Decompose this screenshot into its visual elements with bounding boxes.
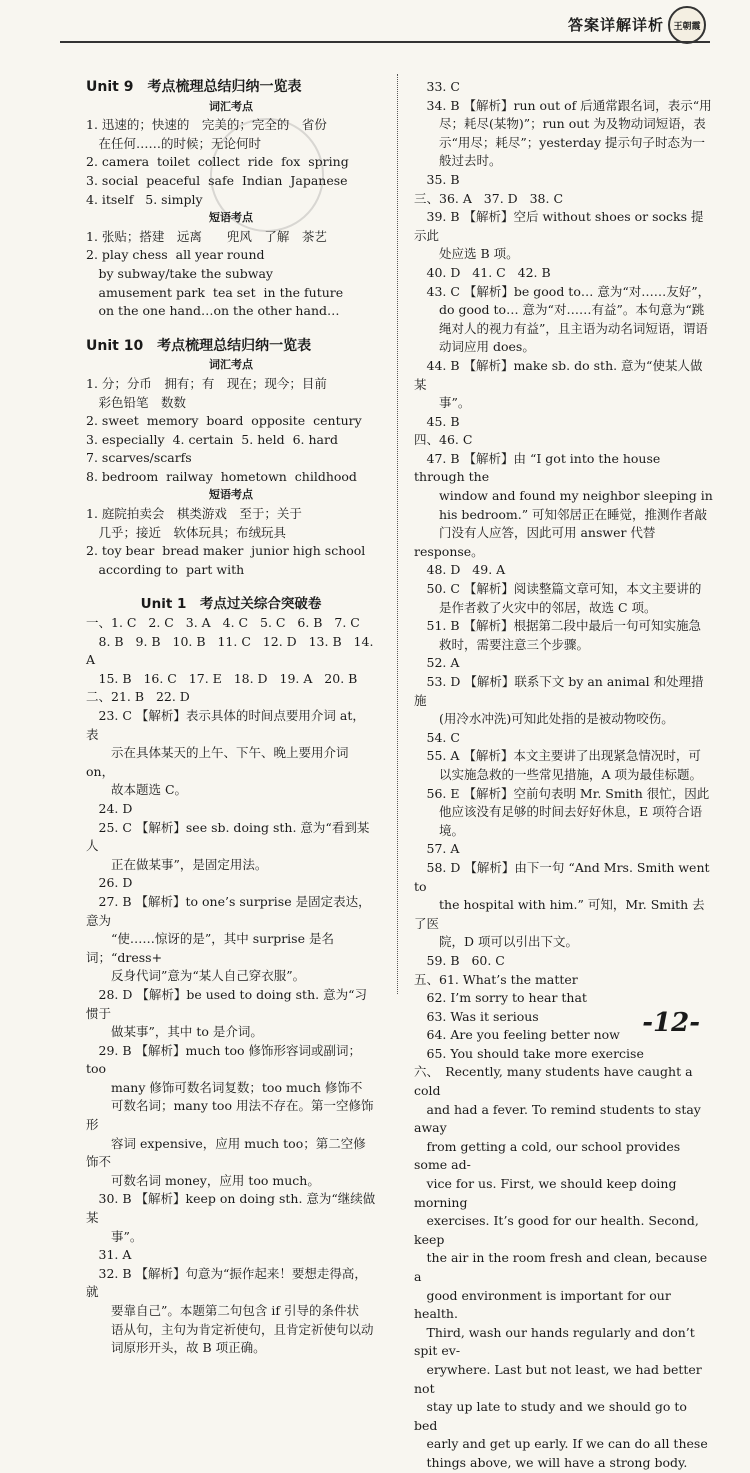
text-line: good environment is important for our health. — [414, 1287, 675, 1322]
text-line: 33. C — [414, 79, 460, 94]
text-line: 44. B 【解析】make sb. do sth. 意为“使某人做某 — [414, 357, 703, 392]
text-line: 境。 — [414, 822, 465, 838]
unit1-right-answers — [414, 78, 714, 1473]
text-line: 般过去时。 — [414, 153, 502, 169]
text-line: 23. C 【解析】表示具体的时间点要用介词 at，表 — [86, 708, 365, 742]
text-line: 8. bedroom railway hometown childhood — [86, 468, 357, 484]
text-line: 24. D — [86, 800, 133, 816]
text-line: 15. B 16. C 17. E 18. D 19. A 20. B — [86, 670, 358, 686]
text-line: 3. social peaceful safe Indian Japanese — [86, 172, 348, 188]
text-line: 54. C — [414, 729, 460, 745]
text-line: 绳对人的视力有益”，且主语为动名词短语，谓语 — [414, 320, 708, 336]
text-line: 二、21. B 22. D — [86, 689, 190, 705]
text-line: 要靠自己”。本题第二句包含 if 引导的条件状 — [86, 1303, 359, 1318]
text-line: 事”。 — [86, 1228, 143, 1244]
text-line: 1. 分；分币 拥有；有 现在；现今；目前 — [86, 375, 327, 391]
text-line: 四、46. C — [414, 432, 473, 448]
text-line: 62. I’m sorry to hear that — [414, 990, 587, 1006]
text-line: 动词应用 does。 — [414, 339, 535, 355]
text-line: 26. D — [86, 875, 133, 891]
text-line: 处应选 B 项。 — [414, 246, 519, 262]
text-line: 他应该没有足够的时间去好好休息，E 项符合语 — [414, 804, 703, 820]
unit10-vocab-list — [86, 375, 376, 487]
unit9-phrase-label: 短语考点 — [209, 211, 253, 225]
spacer — [86, 579, 376, 595]
text-line: 在任何……的时候；无论何时 — [86, 135, 262, 151]
text-line: 是作者救了火灾中的邻居，故选 C 项。 — [414, 599, 657, 615]
text-line: 25. C 【解析】see sb. doing sth. 意为“看到某人 — [86, 819, 370, 854]
text-line: 故本题选 C。 — [86, 782, 188, 798]
unit10-phrase-list — [86, 505, 376, 579]
page-header — [0, 0, 750, 44]
text-line: 2. play chess all year round — [86, 247, 265, 263]
text-line: 27. B 【解析】to one’s surprise 是固定表达，意为 — [86, 893, 371, 928]
text-line: 4. itself 5. simply — [86, 191, 203, 207]
text-line: 32. B 【解析】句意为“振作起来！要想走得高，就 — [86, 1265, 367, 1300]
unit9-vocab-label: 词汇考点 — [209, 99, 253, 113]
text-line: 容词 expensive，应用 much too；第二空修饰不 — [86, 1135, 366, 1170]
text-line: “使……惊讶的是”，其中 surprise 是名词；“dress+ — [86, 931, 334, 965]
text-line: (用冷水冲洗)可知此处指的是被动物咬伤。 — [414, 711, 674, 727]
text-line: window and found my neighbor sleeping in — [414, 488, 713, 504]
text-line: exercises. It’s good for our health. Second, keep — [414, 1213, 703, 1247]
text-line: 50. C 【解析】阅读整篇文章可知，本文主要讲的 — [414, 581, 702, 597]
text-line: 1. 张贴；搭建 远离 兜风 了解 茶艺 — [86, 228, 327, 244]
text-line: 2. camera toilet collect ride fox spring — [86, 154, 349, 170]
text-line: from getting a cold, our school provides some ad- — [414, 1138, 685, 1173]
text-line: 28. D 【解析】be used to doing sth. 意为“习惯于 — [86, 986, 367, 1021]
header-rule — [60, 41, 710, 43]
text-line: 救时，需要注意三个步骤。 — [414, 636, 590, 652]
page-number: -12- — [642, 1008, 700, 1038]
text-line: 53. D 【解析】联系下文 by an animal 和处理措施 — [414, 674, 704, 708]
text-line: 语从句，主句为肯定祈使句，且肯定祈使句以动 — [86, 1321, 374, 1337]
text-line: 2. sweet memory board opposite century — [86, 413, 362, 429]
text-line: 五、61. What’s the matter — [414, 971, 578, 987]
text-line: 35. B — [414, 171, 460, 187]
unit10-phrase-label: 短语考点 — [209, 488, 253, 502]
text-line: 8. B 9. B 10. B 11. C 12. D 13. B 14. A — [86, 633, 378, 668]
text-line: 59. B 60. C — [414, 952, 505, 968]
text-line: 2. toy bear bread maker junior high school — [86, 543, 366, 559]
text-line: 63. Was it serious — [414, 1008, 539, 1024]
text-line: by subway/take the subway — [86, 265, 273, 281]
text-line: 几乎；接近 软体玩具；布绒玩具 — [86, 524, 287, 540]
unit1-title: Unit 1 考点过关综合突破卷 — [140, 596, 322, 613]
text-line: 55. A 【解析】本文主要讲了出现紧急情况时，可 — [414, 748, 701, 764]
text-line: 示在具体某天的上午、下午、晚上要用介词 on， — [86, 745, 353, 779]
text-line: things above, we will have a strong body. — [414, 1454, 688, 1470]
text-line: 39. B 【解析】空后 without shoes or socks 提示此 — [414, 209, 704, 243]
text-line: many 修饰可数名词复数；too much 修饰不 — [86, 1079, 363, 1095]
text-line: 反身代词”意为“某人自己穿衣服”。 — [86, 968, 306, 984]
text-line: 48. D 49. A — [414, 562, 506, 578]
text-line: 三、36. A 37. D 38. C — [414, 190, 564, 206]
text-line: 事”。 — [414, 395, 471, 411]
logo-text: 王朝霞 — [673, 21, 701, 32]
text-line: 29. B 【解析】much too 修饰形容词或副词；too — [86, 1042, 361, 1077]
text-line: 40. D 41. C 42. B — [414, 264, 551, 280]
text-line: erywhere. Last but not least, we had better not — [414, 1361, 706, 1396]
text-line: 尽；耗尽(某物)”；run out 为及物动词短语，表 — [414, 116, 706, 132]
text-line: 52. A — [414, 655, 460, 671]
spacer — [86, 321, 376, 337]
unit10-title: Unit 10 考点梳理总结归纳一览表 — [86, 337, 312, 354]
header-title: 答案详解详析 — [567, 16, 664, 34]
text-line: his bedroom.” 可知邻居正在睡觉，推测作者敲 — [414, 506, 708, 522]
text-line: 一、1. C 2. C 3. A 4. C 5. C 6. B 7. C — [86, 615, 360, 631]
text-line: the hospital with him.” 可知，Mr. Smith 去了医 — [414, 897, 705, 931]
text-line: 56. E 【解析】空前句表明 Mr. Smith 很忙，因此 — [414, 785, 710, 801]
text-line: Third, wash our hands regularly and don’t spit ev- — [414, 1324, 699, 1359]
unit9-title: Unit 9 考点梳理总结归纳一览表 — [86, 79, 302, 95]
text-line: stay up late to study and we should go to bed — [414, 1399, 691, 1433]
text-line: according to part with — [86, 561, 245, 577]
text-line: 3. especially 4. certain 5. held 6. hard — [86, 431, 338, 447]
text-line: 45. B — [414, 413, 460, 429]
text-line: 1. 迅速的；快速的 完美的；完全的 省份 — [86, 117, 327, 133]
text-line: 做某事”，其中 to 是介词。 — [86, 1024, 263, 1040]
text-line: 以实施急救的一些常见措施，A 项为最佳标题。 — [414, 766, 703, 782]
text-line: vice for us. First, we should keep doing morning — [414, 1176, 681, 1210]
text-line: 30. B 【解析】keep on doing sth. 意为“继续做某 — [86, 1191, 376, 1226]
text-line: 65. You should take more exercise — [414, 1045, 644, 1061]
text-line: 34. B 【解析】run out of 后通常跟名词，表示“用 — [414, 97, 712, 113]
text-line: 57. A — [414, 841, 460, 857]
text-line: 可数名词 money，应用 too much。 — [86, 1172, 320, 1188]
unit1-left-answers — [86, 614, 376, 1358]
text-line: 7. scarves/scarfs — [86, 450, 192, 466]
unit9-phrase-list — [86, 228, 376, 321]
text-line: do good to… 意为“对……有益”。本句意为“跳 — [414, 302, 705, 318]
text-line: 可数名词；many too 用法不存在。第一空修饰形 — [86, 1098, 374, 1133]
text-line: amusement park tea set in the future — [86, 284, 344, 300]
text-line: 门没有人应答，因此可用 answer 代替 response。 — [414, 525, 660, 559]
unit10-vocab-label: 词汇考点 — [209, 358, 253, 372]
right-column — [414, 78, 714, 1473]
text-line: 64. Are you feeling better now — [414, 1027, 620, 1043]
text-line: 正在做某事”，是固定用法。 — [86, 856, 268, 872]
text-line: 47. B 【解析】由 “I got into the house through the — [414, 450, 665, 485]
unit9-vocab-list — [86, 116, 376, 209]
text-line: 43. C 【解析】be good to… 意为“对……友好”， — [414, 283, 711, 299]
text-line: 51. B 【解析】根据第二段中最后一句可知实施急 — [414, 618, 702, 634]
text-line: 词原形开头，故 B 项正确。 — [86, 1340, 266, 1356]
text-line: and had a fever. To remind students to stay away — [414, 1101, 705, 1136]
text-line: 六、 Recently, many students have caught a cold — [414, 1064, 697, 1099]
text-line: the air in the room fresh and clean, because a — [414, 1250, 712, 1284]
publisher-logo-icon — [668, 6, 706, 44]
text-line: early and get up early. If we can do all these — [414, 1436, 708, 1452]
left-column — [86, 78, 376, 1358]
text-line: 58. D 【解析】由下一句 “And Mrs. Smith went to — [414, 859, 714, 894]
text-line: 31. A — [86, 1247, 132, 1263]
text-line: 院，D 项可以引出下文。 — [414, 934, 578, 950]
text-line: 彩色铅笔 数数 — [86, 394, 187, 410]
text-line: 1. 庭院拍卖会 棋类游戏 至于；关于 — [86, 506, 302, 522]
text-line: 示“用尽；耗尽”；yesterday 提示句子时态为一 — [414, 134, 706, 150]
column-divider — [397, 74, 398, 994]
text-line: on the one hand…on the other hand… — [86, 303, 340, 319]
